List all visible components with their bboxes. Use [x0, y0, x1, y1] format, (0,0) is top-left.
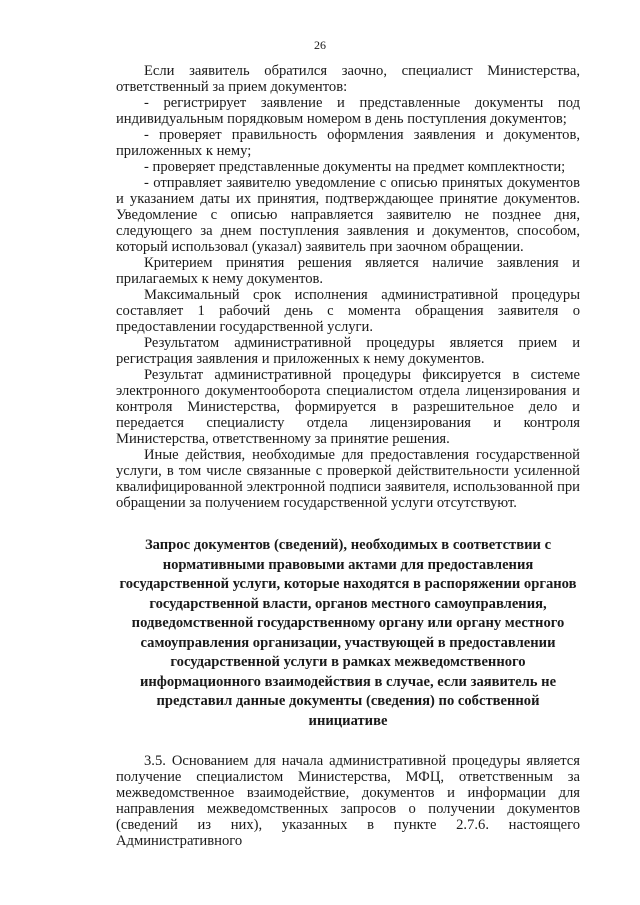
paragraph-max-term: Максимальный срок исполнения административной процедуры составляет 1 рабочий день с момента обращения заявителя о предоставлении государственной услуги. [116, 287, 580, 335]
paragraph-other-actions: Иные действия, необходимые для предоставления государственной услуги, в том числе связанные с проверкой действительности усиленной квалифицированной электронной подписи заявителя, использованной при обращении за получением государственной услуги отсутствуют. [116, 447, 580, 511]
paragraph-criterion: Критерием принятия решения является наличие заявления и прилагаемых к нему документов. [116, 255, 580, 287]
page-number: 26 [314, 38, 326, 52]
list-item-send-notice: - отправляет заявителю уведомление с описью принятых документов и указанием даты их принятия, подтверждающее принятие документов. Уведомление с описью направляется заявителю не позднее дня, следующего за днем поступления заявления и документов, способом, который использовал (указал) заявитель при заочном обращении. [116, 175, 580, 255]
paragraph-result-recorded: Результат административной процедуры фиксируется в системе электронного документооборота специалистом отдела лицензирования и контроля Министерства, формируется в разрешительное дело и передается специалисту отдела лицензирования и контроля Министерства, ответственному за принятие решения. [116, 367, 580, 447]
paragraph-result: Результатом административной процедуры является прием и регистрация заявления и приложенных к нему документов. [116, 335, 580, 367]
paragraph-3-5: 3.5. Основанием для начала административной процедуры является получение специалистом Министерства, МФЦ, ответственным за межведомственное взаимодействие, документов и информации для направления межведомственных запросов о получении документов (сведений из них), указанных в пункте 2.7.6. настоящего Административного [116, 753, 580, 849]
section-heading: Запрос документов (сведений), необходимых в соответствии с нормативными правовыми актами для предоставления государственной услуги, которые находятся в распоряжении органов государственной власти, органов местного самоуправления, подведомственной государственному органу или органу местного самоуправления организации, участвующей в предоставлении государственной услуги в рамках межведомственного информационного взаимодействия в случае, если заявитель не представил данные документы (сведения) по собственной инициативе [119, 537, 577, 729]
paragraph-intro: Если заявитель обратился заочно, специалист Министерства, ответственный за прием документов: [116, 63, 580, 95]
list-item-check-correctness: - проверяет правильность оформления заявления и документов, приложенных к нему; [116, 127, 580, 159]
list-item-register: - регистрирует заявление и представленные документы под индивидуальным порядковым номером в день поступления документов; [116, 95, 580, 127]
list-item-check-completeness: - проверяет представленные документы на предмет комплектности; [144, 159, 566, 175]
